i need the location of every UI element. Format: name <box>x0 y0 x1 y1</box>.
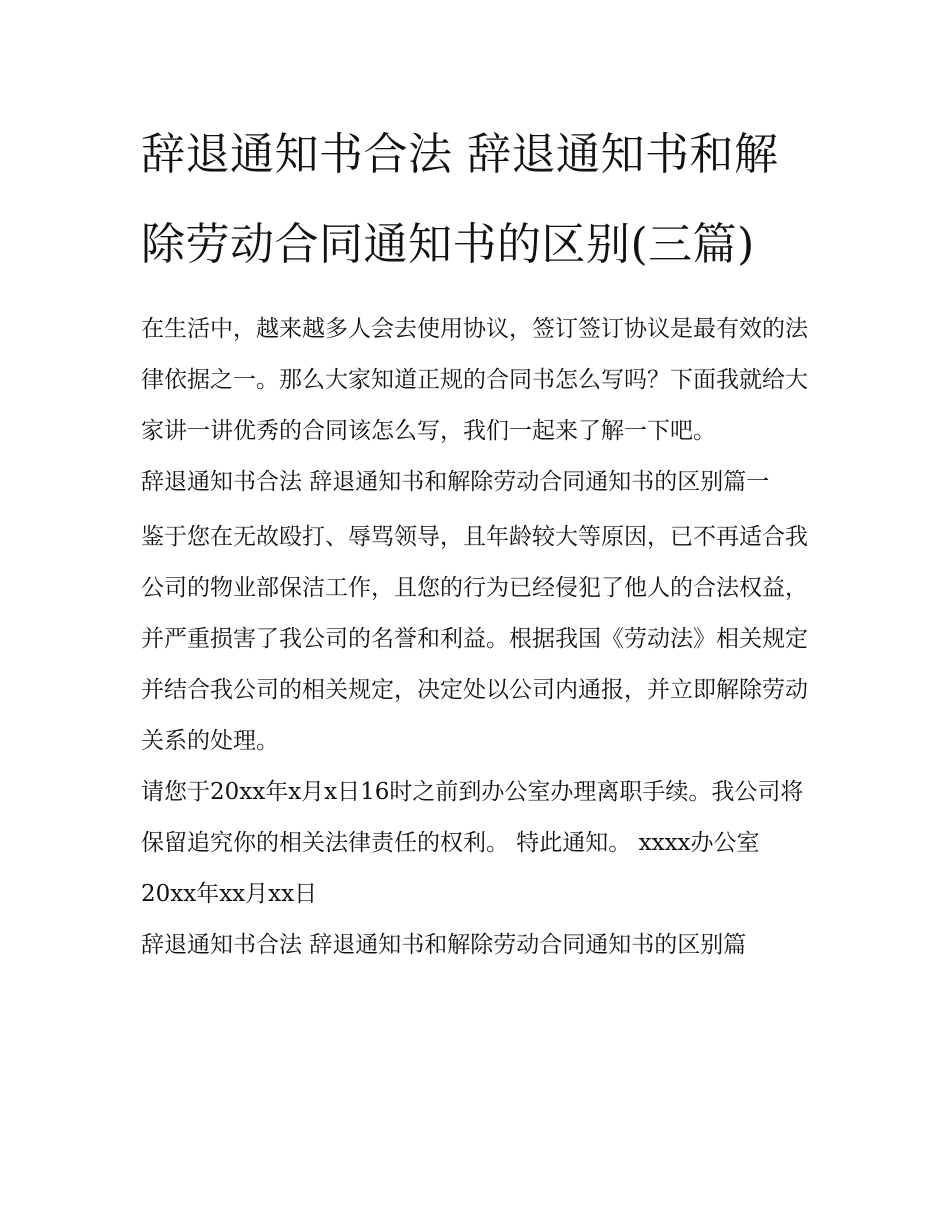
document-page <box>141 110 813 971</box>
section-1-paragraph-1: 鉴于您在无故殴打、辱骂领导，且年龄较大等原因，已不再适合我公司的物业部保洁工作，且您的行为已经侵犯了他人的合法权益，并严重损害了我公司的名誉和利益。根据我国《劳动法》相关规定并结合我公司的相关规定，决定处以公司内通报，并立即解除劳动关系的处理。 <box>141 524 808 754</box>
section-1-paragraph-2: 请您于20xx年x月x日16时之前到办公室办理离职手续。我公司将保留追究你的相关法律责任的权利。 特此通知。 xxxx办公室 20xx年xx月xx日 <box>141 779 804 907</box>
document-title: 辞退通知书合法 辞退通知书和解除劳动合同通知书的区别(三篇) <box>141 129 779 270</box>
section-heading-2: 辞退通知书合法 辞退通知书和解除劳动合同通知书的区别篇 <box>141 932 747 958</box>
intro-paragraph: 在生活中，越来越多人会去使用协议，签订签订协议是最有效的法律依据之一。那么大家知道正规的合同书怎么写吗？下面我就给大家讲一讲优秀的合同该怎么写，我们一起来了解一下吧。 <box>141 316 808 444</box>
section-heading-1: 辞退通知书合法 辞退通知书和解除劳动合同通知书的区别篇一 <box>141 469 770 495</box>
